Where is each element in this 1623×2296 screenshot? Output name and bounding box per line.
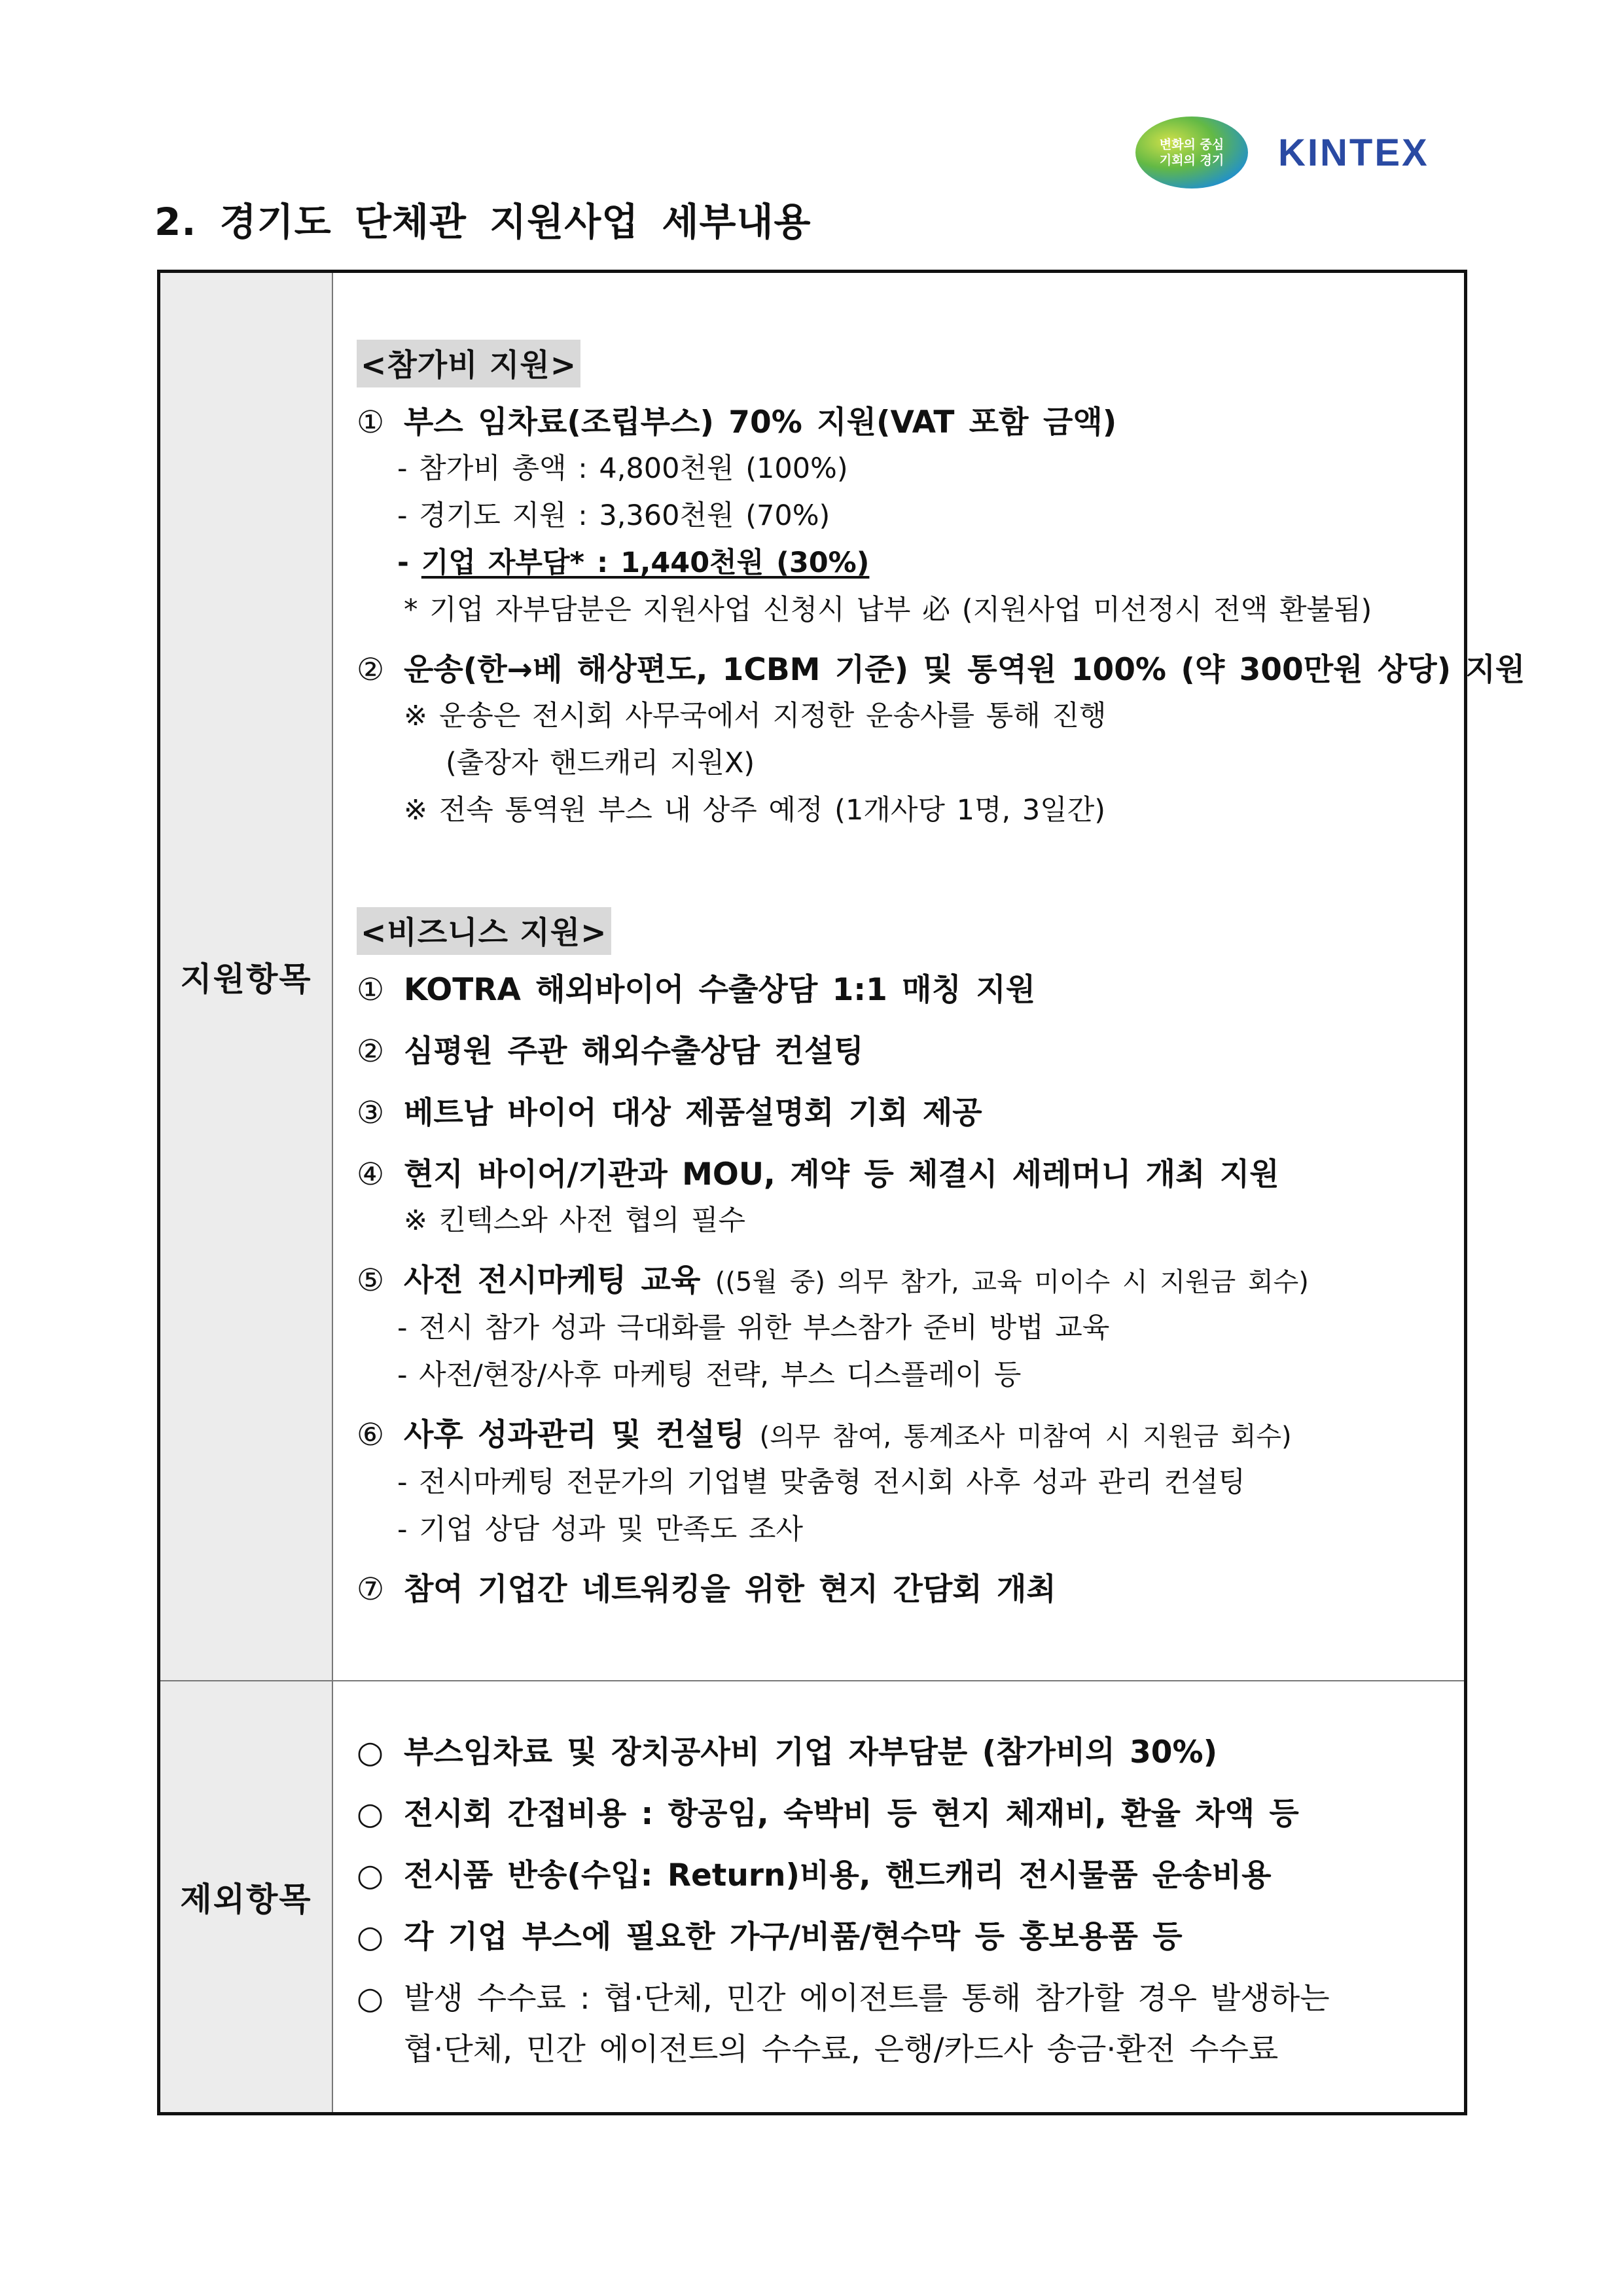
business-item-5-sub-b: - 사전/현장/사후 마케팅 전략, 부스 디스플레이 등 xyxy=(397,1359,1022,1391)
exclusion-item-4: ○ 각 기업 부스에 필요한 가구/비품/현수막 등 홍보용품 등 xyxy=(357,1919,1183,1956)
participation-total: - 참가비 총액 : 4,800천원 (100%) xyxy=(397,452,848,485)
support-table xyxy=(157,270,1525,2115)
exclusion-item-5: ○ 발생 수수료 : 협·단체, 민간 에이전트를 통해 참가할 경우 발생하는 xyxy=(357,1981,1330,2017)
business-item-3: ③ 베트남 바이어 대상 제품설명회 기회 제공 xyxy=(357,1095,982,1131)
business-item-4-note: ※ 킨텍스와 사전 협의 필수 xyxy=(404,1204,746,1237)
business-item-5: ⑤ 사전 전시마케팅 교육 ((5월 중) 의무 참가, 교육 미이수 시 지원금 회수) xyxy=(357,1263,1309,1299)
business-item-7: ⑦ 참여 기업간 네트워킹을 위한 현지 간담회 개최 xyxy=(357,1571,1056,1607)
participation-heading: <참가비 지원> xyxy=(357,340,580,387)
participation-item-1: ① 부스 임차료(조립부스) 70% 지원(VAT 포함 금액) xyxy=(357,404,1117,440)
support-label: 지원항목 xyxy=(159,272,333,1681)
page-title: 2. 경기도 단체관 지원사업 세부내용 xyxy=(154,200,812,244)
interpreter-note: ※ 전속 통역원 부스 내 상주 예정 (1개사당 1명, 3일간) xyxy=(404,794,1106,827)
exclusion-label: 제외항목 xyxy=(159,1681,333,2113)
exclusion-content xyxy=(332,1681,1466,2113)
exclusion-row xyxy=(159,1681,1466,2113)
business-item-6-sub-a: - 전시마케팅 전문가의 기업별 맞춤형 전시회 사후 성과 관리 컨설팅 xyxy=(397,1466,1246,1499)
gyeonggi-logo-emblem xyxy=(1135,117,1248,188)
kintex-logo: KINTEX xyxy=(1278,132,1429,174)
business-item-2: ② 심평원 주관 해외수출상담 컨설팅 xyxy=(357,1033,864,1069)
participation-item-2: ② 운송(한→베 해상편도, 1CBM 기준) 및 통역원 100% (약 300만원 상당) 지원 xyxy=(357,652,1525,688)
support-content xyxy=(332,272,1525,1681)
business-heading: <비즈니스 지원> xyxy=(357,907,611,955)
shipping-note: ※ 운송은 전시회 사무국에서 지정한 운송사를 통해 진행 xyxy=(404,700,1107,732)
participation-company: - 기업 자부담* : 1,440천원 (30%) xyxy=(397,547,870,579)
business-item-1: ① KOTRA 해외바이어 수출상담 1:1 매칭 지원 xyxy=(357,972,1036,1008)
participation-gyeonggi: - 경기도 지원 : 3,360천원 (70%) xyxy=(397,499,830,532)
business-item-5-sub-a: - 전시 참가 성과 극대화를 위한 부스참가 준비 방법 교육 xyxy=(397,1312,1110,1344)
logo-slogan-line2: 기회의 경기 xyxy=(1159,153,1224,168)
exclusion-item-3: ○ 전시품 반송(수입: Return)비용, 핸드캐리 전시물품 운송비용 xyxy=(357,1857,1272,1894)
business-item-4: ④ 현지 바이어/기관과 MOU, 계약 등 체결시 세레머니 개최 지원 xyxy=(357,1157,1279,1193)
exclusion-item-5-cont: 협·단체, 민간 에이전트의 수수료, 은행/카드사 송금·환전 수수료 xyxy=(404,2032,1279,2068)
logo xyxy=(1135,117,1463,195)
shipping-note-cont: (출장자 핸드캐리 지원X) xyxy=(446,747,755,780)
participation-company-note: * 기업 자부담분은 지원사업 신청시 납부 必 (지원사업 미선정시 전액 환불됨) xyxy=(404,594,1372,626)
business-item-6: ⑥ 사후 성과관리 및 컨설팅 (의무 참여, 통계조사 미참여 시 지원금 회수) xyxy=(357,1417,1292,1453)
business-item-6-sub-b: - 기업 상담 성과 및 만족도 조사 xyxy=(397,1513,803,1546)
logo-slogan-line1: 변화의 중심 xyxy=(1159,137,1224,152)
support-row xyxy=(159,272,1466,1681)
exclusion-item-1: ○ 부스임차료 및 장치공사비 기업 자부담분 (참가비의 30%) xyxy=(357,1734,1218,1771)
exclusion-item-2: ○ 전시회 간접비용 : 항공임, 숙박비 등 현지 체재비, 환율 차액 등 xyxy=(357,1796,1299,1833)
